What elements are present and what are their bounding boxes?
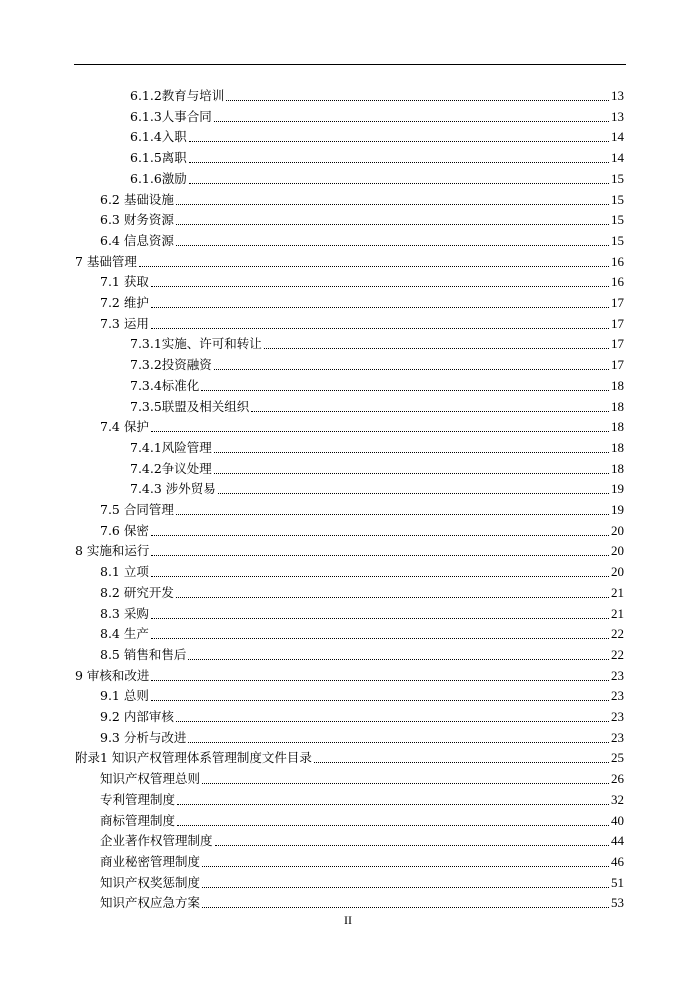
toc-entry-page: 21 [611, 584, 624, 600]
toc-dot-leader [176, 514, 609, 515]
toc-entry-page: 23 [611, 709, 624, 724]
toc-entry-content [75, 748, 624, 768]
toc-entry-content [100, 790, 624, 810]
footer-page-number: II [344, 913, 352, 927]
toc-entry-label: 8.5 销售和售后 [100, 646, 187, 662]
toc-entry-label: 8 实施和运行 [75, 543, 150, 559]
toc-entry-page: 25 [611, 750, 624, 766]
toc-entry[interactable] [0, 790, 696, 810]
toc-dot-leader [214, 369, 609, 370]
toc-entry-label: 8.4 生产 [100, 626, 149, 642]
toc-dot-leader [176, 597, 609, 598]
toc-dot-leader [189, 162, 609, 163]
toc-entry-label: 知识产权奖惩制度 [100, 874, 201, 890]
toc-entry-label: 7.3.5联盟及相关组织 [130, 398, 250, 414]
toc-entry-label: 6.1.5离职 [130, 150, 187, 166]
toc-dot-leader [151, 618, 609, 619]
toc-entry[interactable] [0, 624, 696, 644]
toc-dot-leader [214, 473, 609, 474]
toc-entry-content [130, 169, 624, 189]
toc-entry-page: 18 [611, 398, 624, 414]
toc-entry-page: 13 [611, 108, 624, 124]
toc-entry-label: 7.3 运用 [100, 315, 149, 331]
toc-entry-label: 6.1.4入职 [130, 129, 187, 145]
toc-entry[interactable] [0, 397, 696, 417]
header-rule [74, 64, 626, 65]
toc-entry[interactable] [0, 852, 696, 872]
toc-entry-label: 9.2 内部审核 [100, 709, 174, 724]
toc-dot-leader [176, 245, 609, 246]
toc-entry-label: 7.4.1风险管理 [130, 439, 212, 455]
toc-entry-content [100, 893, 624, 913]
toc-entry-content [100, 500, 624, 520]
toc-entry-content [100, 624, 624, 644]
toc-entry-content [100, 190, 624, 210]
toc-dot-leader [201, 390, 609, 391]
toc-entry-content [100, 728, 624, 748]
toc-entry-page: 18 [611, 439, 624, 455]
toc-entry-content [75, 666, 624, 686]
toc-entry-content [100, 769, 624, 789]
toc-entry-label: 7.6 保密 [100, 522, 149, 538]
toc-dot-leader [151, 638, 609, 639]
toc-entry[interactable] [0, 107, 696, 127]
toc-entry-page: 18 [611, 377, 624, 393]
toc-entry[interactable] [0, 231, 696, 251]
toc-entry-page: 13 [611, 88, 624, 103]
toc-entry[interactable] [0, 500, 696, 520]
toc-entry-content [100, 645, 624, 665]
toc-dot-leader [214, 121, 609, 122]
toc-entry-label: 企业著作权管理制度 [100, 833, 213, 849]
toc-entry-page: 15 [611, 232, 624, 248]
toc-entry[interactable] [0, 252, 696, 272]
toc-entry-label: 8.2 研究开发 [100, 584, 174, 600]
toc-entry[interactable] [0, 293, 696, 313]
toc-entry-page: 46 [611, 853, 624, 869]
toc-entry-content [100, 604, 624, 624]
toc-entry-label: 6.1.6激励 [130, 170, 187, 186]
toc-entry[interactable] [0, 272, 696, 292]
toc-entry[interactable] [0, 127, 696, 147]
toc-entry-content [130, 397, 624, 417]
toc-entry-page: 16 [611, 274, 624, 290]
toc-entry[interactable] [0, 748, 696, 768]
toc-entry-label: 8.3 采购 [100, 605, 149, 621]
toc-entry-label: 7.2 维护 [100, 295, 149, 310]
toc-entry-page: 17 [611, 315, 624, 331]
toc-entry-label: 专利管理制度 [100, 791, 176, 807]
toc-entry-label: 7.3.4标准化 [130, 377, 200, 393]
toc-entry[interactable] [0, 666, 696, 686]
toc-entry-label: 8.1 立项 [100, 564, 149, 580]
toc-entry[interactable] [0, 707, 696, 727]
toc-entry-page: 20 [611, 543, 624, 559]
toc-entry-page: 15 [611, 170, 624, 186]
toc-entry-label: 7.1 获取 [100, 274, 149, 290]
toc-dot-leader [177, 804, 609, 805]
toc-dot-leader [202, 866, 609, 867]
toc-entry-page: 14 [611, 129, 624, 145]
toc-entry[interactable] [0, 521, 696, 541]
toc-entry-page: 22 [611, 626, 624, 642]
toc-entry[interactable] [0, 86, 696, 106]
toc-entry[interactable] [0, 604, 696, 624]
toc-dot-leader [188, 659, 609, 660]
toc-entry-content [130, 479, 624, 499]
toc-dot-leader [151, 286, 609, 287]
toc-entry-label: 6.3 财务资源 [100, 212, 174, 228]
toc-entry[interactable] [0, 169, 696, 189]
toc-entry-page: 18 [611, 460, 624, 476]
toc-entry-page: 40 [611, 812, 624, 828]
toc-dot-leader [177, 825, 609, 826]
toc-entry-content [100, 210, 624, 230]
toc-dot-leader [189, 141, 609, 142]
toc-entry-page: 23 [611, 667, 624, 683]
toc-entry-label: 9 审核和改进 [75, 667, 150, 683]
toc-dot-leader [314, 762, 609, 763]
toc-entry-content [100, 417, 624, 437]
toc-entry-label: 知识产权应急方案 [100, 895, 201, 911]
toc-entry-content [100, 852, 624, 872]
toc-entry-label: 7.4.2争议处理 [130, 460, 212, 476]
toc-entry-content [130, 334, 624, 354]
toc-entry[interactable] [0, 314, 696, 334]
toc-dot-leader [226, 100, 609, 101]
toc-entry[interactable] [0, 811, 696, 831]
toc-entry-page: 19 [611, 481, 624, 497]
toc-entry-page: 44 [611, 833, 624, 849]
toc-entry[interactable] [0, 686, 696, 706]
toc-entry-content [100, 583, 624, 603]
toc-entry-page: 23 [611, 688, 624, 704]
toc-entry-page: 17 [611, 336, 624, 352]
toc-entry-content [130, 355, 624, 375]
toc-entry-page: 18 [611, 419, 624, 435]
toc-entry-page: 53 [611, 895, 624, 911]
toc-entry-page: 20 [611, 564, 624, 580]
toc-dot-leader [188, 742, 609, 743]
toc-entry-page: 21 [611, 605, 624, 621]
toc-entry-content [75, 252, 624, 272]
toc-entry-page: 26 [611, 771, 624, 787]
toc-dot-leader [176, 224, 609, 225]
toc-dot-leader [151, 535, 609, 536]
toc-entry-content [100, 873, 624, 893]
toc-entry[interactable] [0, 459, 696, 479]
toc-entry-label: 知识产权管理总则 [100, 771, 201, 787]
toc-dot-leader [176, 204, 609, 205]
toc-dot-leader [202, 907, 609, 908]
toc-entry-page: 20 [611, 522, 624, 538]
toc-entry-content [100, 831, 624, 851]
toc-entry-label: 7 基础管理 [75, 253, 137, 269]
toc-dot-leader [202, 783, 609, 784]
toc-entry-label: 7.3.1实施、许可和转让 [130, 336, 262, 352]
toc-dot-leader [151, 700, 609, 701]
toc-entry-content [130, 107, 624, 127]
toc-entry-page: 17 [611, 357, 624, 373]
toc-entry-label: 6.1.3人事合同 [130, 108, 212, 124]
toc-entry[interactable] [0, 355, 696, 375]
toc-entry[interactable] [0, 541, 696, 561]
toc-entry-content [100, 521, 624, 541]
toc-dot-leader [139, 266, 609, 267]
toc-entry-content [100, 562, 624, 582]
toc-dot-leader [151, 328, 609, 329]
toc-entry-content [130, 459, 624, 479]
toc-entry[interactable] [0, 190, 696, 210]
toc-entry-label: 7.5 合同管理 [100, 502, 174, 517]
toc-entry[interactable] [0, 893, 696, 913]
toc-entry-content [130, 438, 624, 458]
toc-entry-content [100, 314, 624, 334]
toc-entry-label: 7.4.3 涉外贸易 [130, 481, 216, 497]
toc-entry-content [130, 127, 624, 147]
toc-entry-content [130, 86, 624, 106]
toc-entry-page: 16 [611, 253, 624, 269]
toc-dot-leader [218, 493, 609, 494]
toc-entry-content [130, 376, 624, 396]
toc-entry-label: 商标管理制度 [100, 812, 176, 828]
toc-dot-leader [151, 307, 609, 308]
toc-entry[interactable] [0, 769, 696, 789]
toc-entry-label: 7.4 保护 [100, 419, 149, 435]
toc-entry[interactable] [0, 562, 696, 582]
toc-entry[interactable] [0, 873, 696, 893]
toc-entry-content [100, 686, 624, 706]
toc-entry[interactable] [0, 148, 696, 168]
toc-entry-content [100, 272, 624, 292]
toc-entry-page: 22 [611, 646, 624, 662]
toc-entry-label: 附录1 知识产权管理体系管理制度文件目录 [75, 750, 312, 766]
toc-dot-leader [214, 452, 609, 453]
toc-entry-label: 6.4 信息资源 [100, 232, 174, 248]
toc-dot-leader [151, 680, 609, 681]
toc-entry-page: 17 [611, 295, 624, 310]
toc-entry-label: 9.1 总则 [100, 688, 149, 704]
toc-entry-page: 19 [611, 502, 624, 517]
toc-entry-page: 32 [611, 791, 624, 807]
toc-entry-content [75, 541, 624, 561]
toc-dot-leader [151, 431, 609, 432]
toc-dot-leader [189, 183, 609, 184]
toc-entry[interactable] [0, 376, 696, 396]
toc-entry[interactable] [0, 438, 696, 458]
toc-dot-leader [202, 887, 609, 888]
toc-entry[interactable] [0, 831, 696, 851]
toc-entry[interactable] [0, 479, 696, 499]
toc-entry-content [100, 231, 624, 251]
toc-dot-leader [151, 555, 609, 556]
toc-entry-label: 商业秘密管理制度 [100, 853, 201, 869]
toc-dot-leader [215, 845, 609, 846]
toc-entry-label: 9.3 分析与改进 [100, 729, 187, 745]
toc-entry[interactable] [0, 210, 696, 230]
toc-entry-label: 6.1.2教育与培训 [130, 88, 225, 103]
toc-entry-page: 14 [611, 150, 624, 166]
toc-dot-leader [251, 411, 609, 412]
toc-entry[interactable] [0, 645, 696, 665]
toc-dot-leader [264, 348, 609, 349]
toc-entry-content [100, 293, 624, 313]
toc-dot-leader [151, 576, 609, 577]
toc-entry-page: 15 [611, 191, 624, 207]
toc-entry-page: 51 [611, 874, 624, 890]
toc-entry-label: 7.3.2投资融资 [130, 357, 212, 373]
toc-entry-page: 23 [611, 729, 624, 745]
toc-entry-page: 15 [611, 212, 624, 228]
toc-dot-leader [176, 721, 609, 722]
toc-entry[interactable] [0, 583, 696, 603]
toc-entry-content [100, 707, 624, 727]
toc-entry[interactable] [0, 728, 696, 748]
toc-entry[interactable] [0, 334, 696, 354]
toc-entry-content [100, 811, 624, 831]
toc-entry[interactable] [0, 417, 696, 437]
toc-entry-label: 6.2 基础设施 [100, 191, 174, 207]
toc-entry-content [130, 148, 624, 168]
